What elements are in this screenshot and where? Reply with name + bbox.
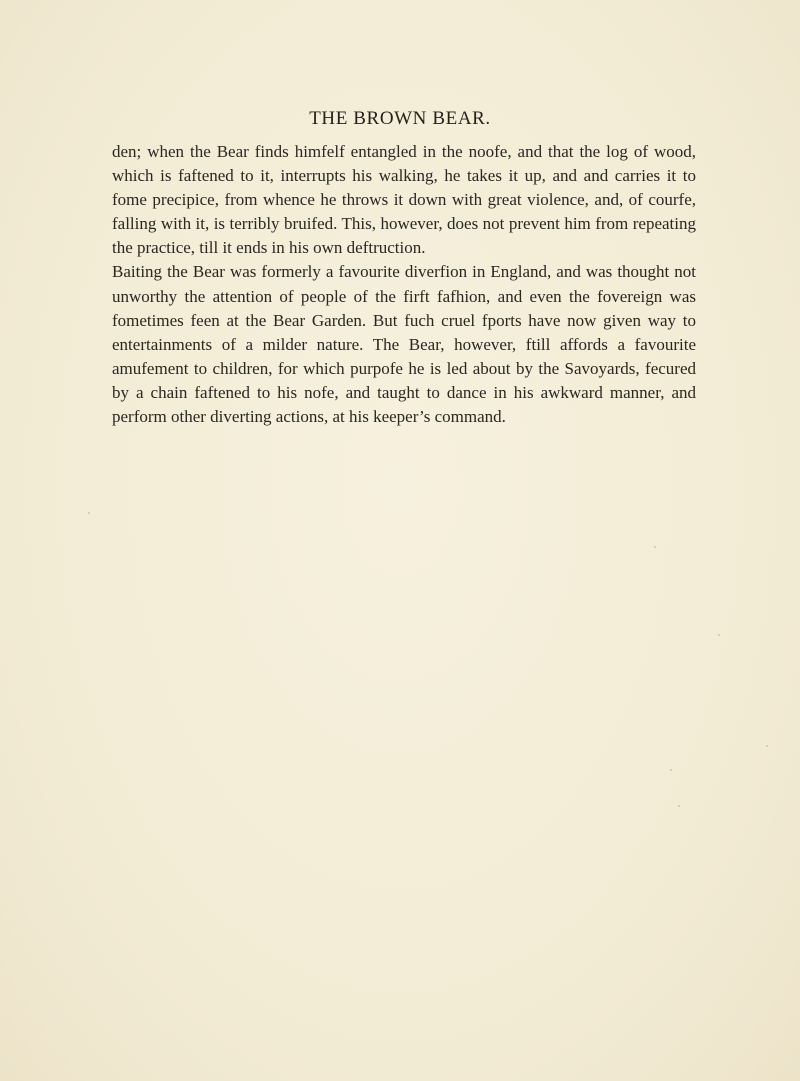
body-text — [112, 140, 696, 429]
paper-speck — [670, 769, 672, 771]
paragraph-1: den; when the Bear finds himfelf entangled in the noofe, and that the log of wood, which is faftened to it, interrupts his walking, he takes it up, and and carries it to fome precipice, from whence he throws it down with great violence, and, of courfe, falling with it, is terribly bruifed. This, however, does not prevent him from repeating the practice, till it ends in his own deftruction. — [112, 142, 696, 258]
running-title: THE BROWN BEAR. — [309, 108, 491, 129]
paper-speck — [88, 512, 90, 514]
paper-speck — [654, 546, 656, 548]
paper-speck — [766, 745, 768, 747]
paper-speck — [678, 805, 680, 807]
paper-speck — [718, 634, 720, 636]
paragraph-2: Baiting the Bear was formerly a favourite diverfion in England, and was thought not unworthy the attention of people of the firft fafhion, and even the fovereign was fometimes feen at the Bear Garden. But fuch cruel fports have now given way to entertainments of a milder nature. The Bear, however, ftill affords a favourite amufement to children, for which purpofe he is led about by the Savoyards, fecured by a chain faftened to his nofe, and taught to dance in his awkward manner, and perform other diverting actions, at his keeper’s command. — [112, 262, 696, 427]
